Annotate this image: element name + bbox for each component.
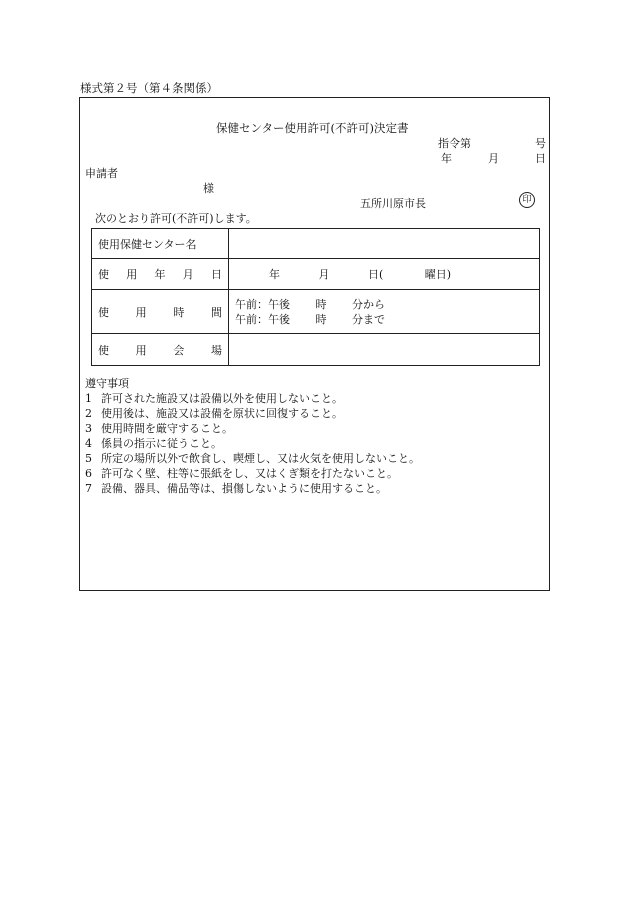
- item-text: 使用時間を厳守すること。: [101, 422, 233, 435]
- usage-date-day: 日(: [368, 268, 384, 281]
- item-number: 4: [85, 437, 92, 450]
- usage-time-value: [229, 290, 540, 334]
- table-row: [92, 334, 540, 366]
- item-text: 係員の指示に従うこと。: [101, 437, 222, 450]
- time-to-hour: 時: [315, 312, 327, 326]
- applicant-label: 申請者: [85, 167, 118, 180]
- usage-date-year: 年: [269, 268, 280, 281]
- label-char: 月: [182, 268, 194, 281]
- intro-text: 次のとおり許可(不許可)します。: [95, 212, 257, 225]
- list-item: [85, 405, 343, 421]
- item-number: 1: [85, 392, 92, 405]
- list-item: [85, 420, 233, 436]
- list-item: [85, 465, 398, 481]
- item-number: 2: [85, 407, 92, 420]
- label-char: 使: [98, 305, 109, 319]
- label-char: 間: [210, 305, 222, 319]
- label-char: 場: [210, 343, 222, 357]
- label-char: 日: [211, 268, 222, 281]
- order-number-prefix: 指令第: [438, 137, 471, 150]
- issue-date-month: 月: [488, 152, 499, 165]
- seal-icon: 印: [519, 192, 535, 208]
- label-char: 年: [154, 268, 166, 281]
- label-char: 会: [173, 343, 185, 357]
- list-item: [85, 435, 222, 451]
- order-number-suffix: 号: [535, 137, 546, 150]
- center-name-value: [229, 229, 540, 259]
- time-to-ampm: 午前：午後: [235, 312, 290, 326]
- item-text: 所定の場所以外で飲食し、喫煙し、又は火気を使用しないこと。: [101, 452, 420, 465]
- usage-date-month: 月: [318, 268, 330, 281]
- time-to-minute: 分まで: [352, 312, 385, 326]
- label-char: 用: [135, 343, 147, 357]
- item-text: 使用後は、施設又は設備を原状に回復すること。: [101, 407, 343, 420]
- item-text: 許可なく壁、柱等に張紙をし、又はくぎ類を打たないこと。: [101, 467, 398, 480]
- label-char: 時: [173, 305, 185, 319]
- table-row: [92, 229, 540, 259]
- label-char: 使: [98, 343, 109, 357]
- time-from-hour: 時: [315, 297, 327, 311]
- table-row: [92, 259, 540, 290]
- venue-value: [229, 334, 540, 366]
- venue-label: [92, 334, 229, 366]
- item-text: 許可された施設又は設備以外を使用しないこと。: [101, 392, 343, 405]
- item-number: 7: [85, 482, 92, 495]
- table-row: [92, 290, 540, 334]
- issue-date-year: 年: [441, 152, 452, 165]
- label-char: 使: [98, 268, 109, 281]
- item-number: 3: [85, 422, 92, 435]
- usage-table: [91, 228, 540, 366]
- list-item: [85, 450, 420, 466]
- item-number: 5: [85, 452, 92, 465]
- time-from-line: [235, 297, 533, 312]
- item-text: 設備、器具、備品等は、損傷しないように使用すること。: [101, 482, 387, 495]
- time-to-line: [235, 312, 533, 327]
- label-char: 用: [126, 268, 138, 281]
- time-from-ampm: 午前：午後: [235, 297, 290, 311]
- list-item: [85, 390, 343, 406]
- document-title: 保健センター使用許可(不許可)決定書: [216, 121, 409, 135]
- item-number: 6: [85, 467, 92, 480]
- issuer-name: 五所川原市長: [360, 197, 426, 210]
- time-from-minute: 分から: [352, 297, 385, 311]
- center-name-label-text: 使用保健センター名: [98, 237, 197, 251]
- applicant-honorific: 様: [203, 182, 214, 195]
- label-char: 用: [135, 305, 147, 319]
- form-label: 様式第２号（第４条関係）: [80, 81, 218, 95]
- usage-date-weekday: 曜日): [424, 268, 452, 281]
- usage-date-value: [229, 259, 540, 290]
- usage-time-label: [92, 290, 229, 334]
- list-item: [85, 480, 387, 496]
- center-name-label: [92, 229, 229, 259]
- issue-date-day: 日: [535, 152, 546, 165]
- usage-date-label: [92, 259, 229, 290]
- conditions-title: 遵守事項: [85, 377, 129, 390]
